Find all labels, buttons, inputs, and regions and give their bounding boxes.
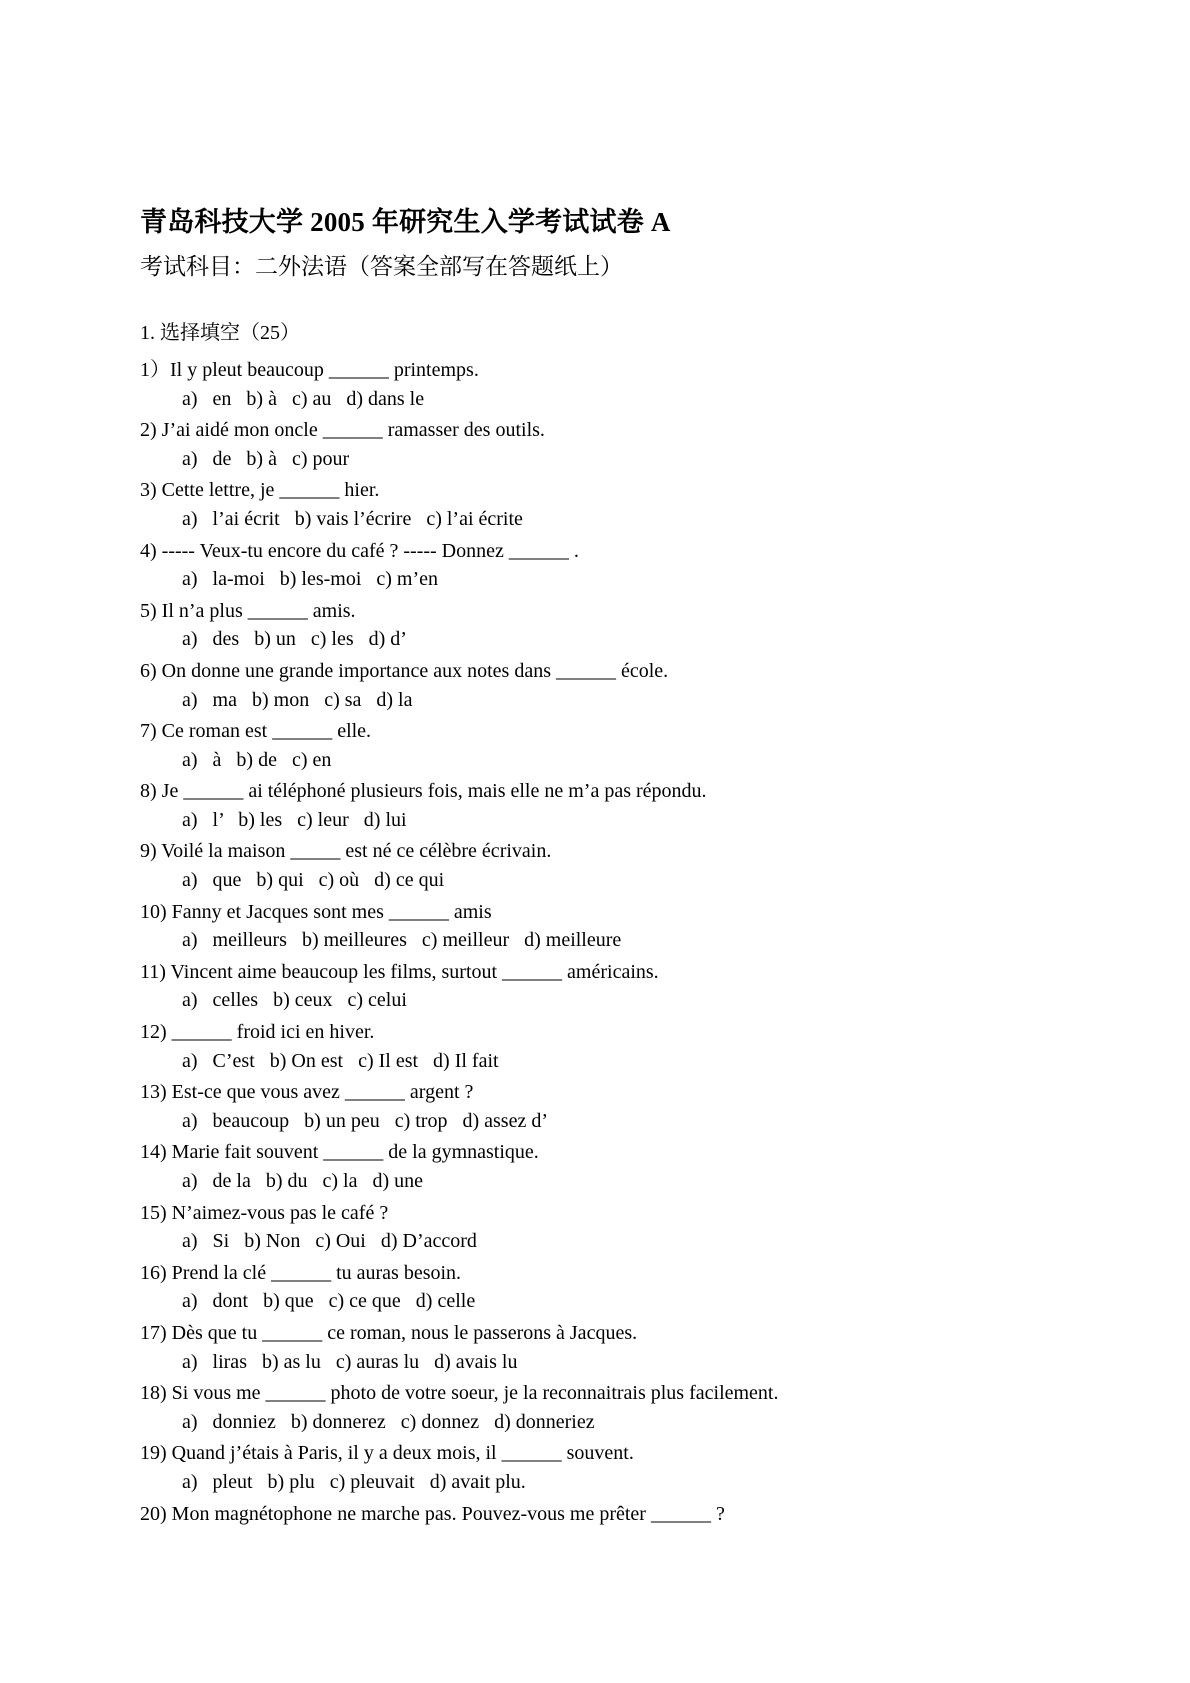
question-options: a) de la b) du c) la d) une [182,1170,424,1193]
question-stem: 17) Dès que tu ______ ce roman, nous le passerons à Jacques. [140,1321,638,1344]
question-options: a) dont b) que c) ce que d) celle [182,1290,476,1313]
question-stem: 15) N’aimez-vous pas le café ? [140,1201,389,1224]
question-options: a) en b) à c) au d) dans le [182,387,425,410]
question-item [140,1138,1050,1195]
question-item [140,1078,1050,1135]
question-item [140,416,1050,473]
question-item [140,1500,1050,1529]
question-options: a) beaucoup b) un peu c) trop d) assez d’ [182,1109,548,1132]
question-item [140,717,1050,774]
question-item [140,837,1050,894]
question-options: a) des b) un c) les d) d’ [182,628,407,651]
page-title: 青岛科技大学 2005 年研究生入学考试试卷 A [140,207,671,237]
question-stem: 14) Marie fait souvent ______ de la gymnastique. [140,1141,539,1164]
question-item [140,1199,1050,1256]
question-stem: 11) Vincent aime beaucoup les films, surtout ______ américains. [140,960,659,983]
question-options: a) de b) à c) pour [182,447,350,470]
question-options: a) la-moi b) les-moi c) m’en [182,568,439,591]
question-item [140,958,1050,1015]
question-stem: 3) Cette lettre, je ______ hier. [140,479,380,502]
question-item [140,1018,1050,1075]
question-item [140,1259,1050,1316]
question-stem: 6) On donne une grande importance aux notes dans ______ école. [140,659,669,682]
question-options: a) donniez b) donnerez c) donnez d) donneriez [182,1410,595,1433]
question-stem: 2) J’ai aidé mon oncle ______ ramasser des outils. [140,419,545,442]
question-options: a) à b) de c) en [182,748,332,771]
question-options: a) pleut b) plu c) pleuvait d) avait plu. [182,1470,526,1493]
question-stem: 18) Si vous me ______ photo de votre soeur, je la reconnaitrais plus facilement. [140,1382,779,1405]
question-item [140,597,1050,654]
question-stem: 16) Prend la clé ______ tu auras besoin. [140,1261,462,1284]
question-stem: 4) ----- Veux-tu encore du café ? ----- Donnez ______ . [140,539,579,562]
question-options: a) liras b) as lu c) auras lu d) avais lu [182,1350,518,1373]
question-item [140,537,1050,594]
question-stem: 9) Voilé la maison _____ est né ce célèbre écrivain. [140,840,552,863]
question-options: a) l’ai écrit b) vais l’écrire c) l’ai écrite [182,507,523,530]
question-item [140,1379,1050,1436]
question-stem: 19) Quand j’étais à Paris, il y a deux mois, il ______ souvent. [140,1442,634,1465]
question-item [140,777,1050,834]
question-item [140,898,1050,955]
question-item [140,356,1050,413]
section-heading: 1. 选择填空（25） [140,321,300,344]
question-stem: 8) Je ______ ai téléphoné plusieurs fois, mais elle ne m’a pas répondu. [140,780,707,803]
question-options: a) celles b) ceux c) celui [182,989,407,1012]
question-options: a) que b) qui c) où d) ce qui [182,869,445,892]
question-options: a) ma b) mon c) sa d) la [182,688,413,711]
question-stem: 13) Est-ce que vous avez ______ argent ? [140,1081,474,1104]
question-stem: 5) Il n’a plus ______ amis. [140,599,356,622]
question-item [140,1439,1050,1496]
question-item [140,476,1050,533]
question-options: a) l’ b) les c) leur d) lui [182,808,407,831]
question-item [140,1319,1050,1376]
subject-line: 考试科目：二外法语（答案全部写在答题纸上） [140,254,623,280]
question-options: a) Si b) Non c) Oui d) D’accord [182,1230,477,1253]
question-item [140,657,1050,714]
question-stem: 7) Ce roman est ______ elle. [140,720,372,743]
question-stem: 10) Fanny et Jacques sont mes ______ amis [140,900,492,923]
question-stem: 1）Il y pleut beaucoup ______ printemps. [140,358,479,381]
question-stem: 12) ______ froid ici en hiver. [140,1021,375,1044]
question-options: a) meilleurs b) meilleures c) meilleur d) meilleure [182,929,622,952]
question-list [140,356,1050,1528]
question-options: a) C’est b) On est c) Il est d) Il fait [182,1049,499,1072]
question-stem: 20) Mon magnétophone ne marche pas. Pouvez-vous me prêter ______ ? [140,1502,725,1525]
